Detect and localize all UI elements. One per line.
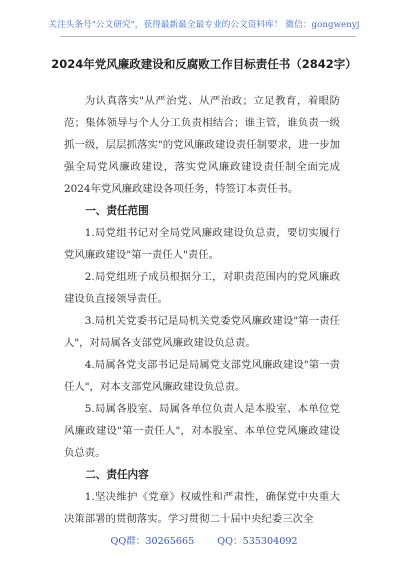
scope-item: 3.局机关党委书记是局机关党委党风廉政建设"第一责任人"，对局属各支部党风廉政建设负总责。 xyxy=(64,315,340,349)
header-divider xyxy=(60,36,356,37)
qq-group: QQ群：30265665 xyxy=(110,536,195,547)
content-item: 1.坚决维护《党章》权威性和严肃性，确保党中央重大决策部署的贯彻落实。学习贯彻二十届中央纪委三次全 xyxy=(64,491,340,525)
intro-paragraph: 为认真落实"从严治党、从严治政；立足教育，着眼防范；集体领导与个人分工负责相结合；谁主管，谁负责一级抓一级，层层抓落实"的党风廉政建设责任制要求，进一步加强全局党风廉政建设，落实党风廉政建设责任制全面完成2024年党风廉政建设各项任务，特签订本责任书。 xyxy=(64,95,340,195)
scope-item: 1.局党组书记对全局党风廉政建设负总责，要切实履行党风廉政建设"第一责任人"责任。 xyxy=(64,227,340,261)
document-body xyxy=(64,90,340,530)
scope-item: 5.局属各股室、局属各单位负责人是本股室、本单位党风廉政建设"第一责任人"，对本股室、本单位党风廉政建设负总责。 xyxy=(64,403,340,459)
scope-item: 2.局党组班子成员根据分工，对职责范围内的党风廉政建设负直接领导责任。 xyxy=(64,271,340,305)
footer-contact xyxy=(0,533,408,547)
document-title: 2024年党风廉政建设和反腐败工作目标责任书（2842字） xyxy=(51,57,357,71)
qq-number: QQ：535304092 xyxy=(217,536,298,547)
scope-item: 4.局属各党支部书记是局属党支部党风廉政建设"第一责任人"，对本支部党风廉政建设负总责。 xyxy=(64,359,340,393)
section-heading-scope: 一、责任范围 xyxy=(85,205,149,217)
header-banner: 关注头条号"公文研究"，获得最新最全最专业的公文资料库！ 微信：gongwenyj xyxy=(48,20,360,30)
section-heading-content: 二、责任内容 xyxy=(85,469,149,481)
